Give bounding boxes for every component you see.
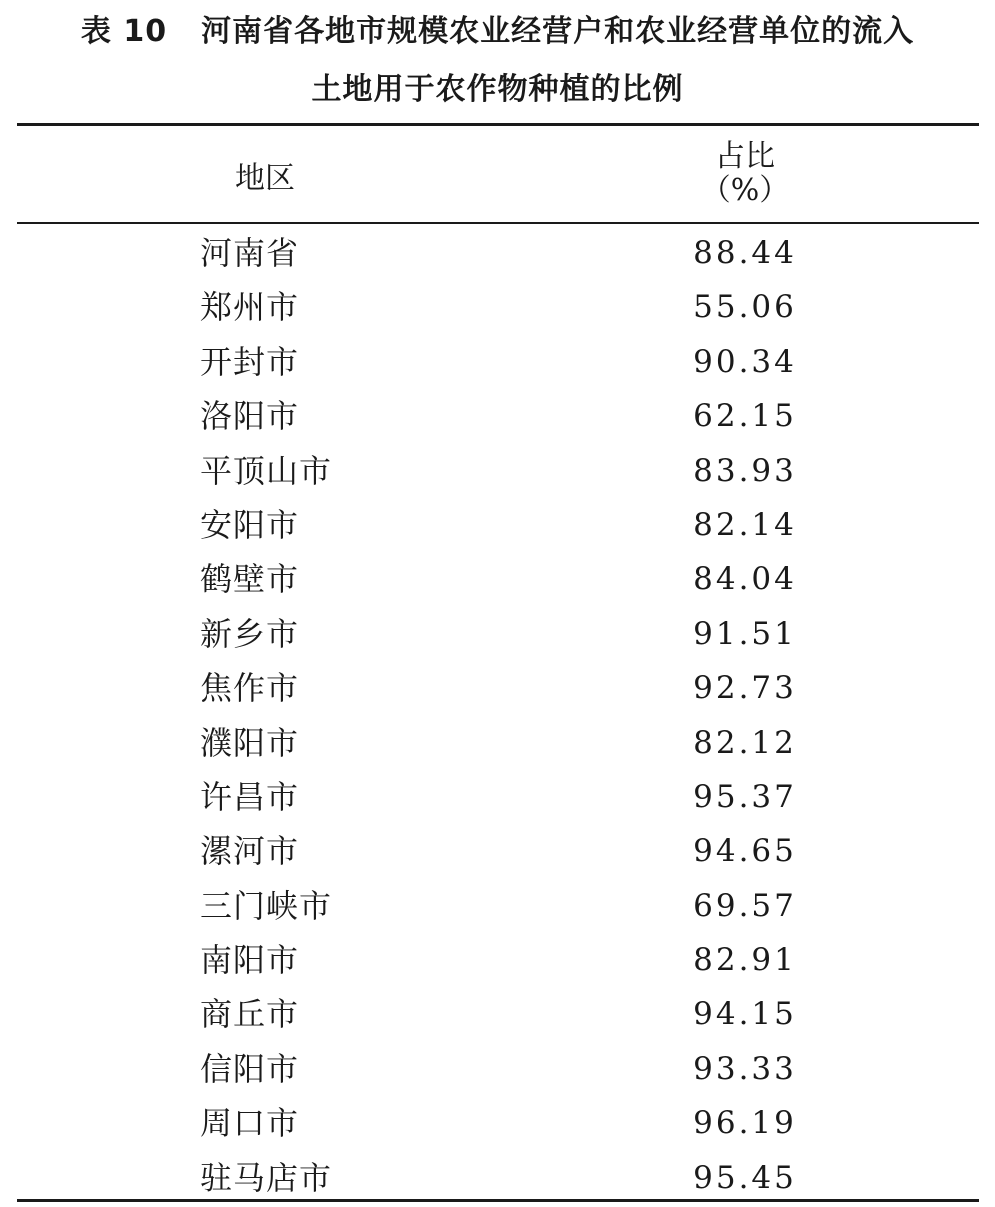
share-cell: 94.65 (693, 833, 797, 870)
share-cell: 69.57 (693, 887, 797, 924)
share-cell: 96.19 (693, 1105, 797, 1142)
table-row (0, 1041, 995, 1095)
header-rule (17, 222, 979, 224)
share-cell: 91.51 (693, 615, 797, 652)
share-cell: 84.04 (693, 561, 797, 598)
table-row (0, 334, 995, 388)
table-row (0, 443, 995, 497)
share-cell: 55.06 (693, 289, 797, 326)
share-cell: 88.44 (693, 235, 797, 271)
share-cell: 82.14 (693, 506, 797, 543)
table-row (0, 878, 995, 932)
column-header-share-label: 占比 (715, 139, 775, 174)
table-title-text: 河南省各地市规模农业经营户和农业经营单位的流入 (201, 14, 915, 49)
table-row (0, 497, 995, 551)
table-title-line-2: 土地用于农作物种植的比例 (311, 72, 684, 107)
region-cell: 南阳市 (200, 941, 300, 980)
table-row (0, 606, 995, 660)
share-cell: 94.15 (693, 996, 797, 1033)
share-cell: 93.33 (693, 1050, 797, 1087)
region-cell: 安阳市 (200, 505, 300, 544)
region-cell: 信阳市 (200, 1049, 300, 1088)
region-cell: 新乡市 (200, 614, 300, 653)
table-row (0, 932, 995, 986)
share-cell: 83.93 (693, 452, 797, 489)
region-cell: 郑州市 (200, 288, 300, 327)
top-rule (17, 123, 979, 126)
table-body (0, 225, 995, 1204)
table-row (0, 986, 995, 1040)
region-cell: 驻马店市 (200, 1158, 333, 1197)
table-row (0, 715, 995, 769)
region-cell: 濮阳市 (200, 723, 300, 762)
region-cell: 商丘市 (200, 995, 300, 1034)
column-header-share-unit: （%） (700, 173, 790, 208)
table-row (0, 225, 995, 279)
table-row (0, 769, 995, 823)
bottom-rule (17, 1199, 979, 1202)
table-row (0, 823, 995, 877)
share-cell: 92.73 (693, 670, 797, 707)
share-cell: 90.34 (693, 343, 797, 380)
region-cell: 鹤壁市 (200, 560, 300, 599)
share-cell: 95.37 (693, 778, 797, 815)
table-row (0, 551, 995, 605)
region-cell: 洛阳市 (200, 397, 300, 436)
table-title-line-1 (0, 14, 995, 50)
region-cell: 周口市 (200, 1104, 300, 1143)
region-cell: 许昌市 (200, 777, 300, 816)
region-cell: 河南省 (200, 234, 300, 272)
table-row (0, 1095, 995, 1149)
table-row (0, 388, 995, 442)
table-row (0, 660, 995, 714)
table-row (0, 279, 995, 333)
share-cell: 95.45 (693, 1159, 797, 1196)
share-cell: 82.91 (693, 942, 797, 979)
table-row (0, 1150, 995, 1204)
table-number: 表 10 (80, 14, 168, 49)
column-header-share (640, 140, 850, 208)
region-cell: 漯河市 (200, 832, 300, 871)
column-header-region: 地区 (235, 161, 295, 196)
share-cell: 82.12 (693, 724, 797, 761)
region-cell: 平顶山市 (200, 451, 333, 490)
region-cell: 开封市 (200, 342, 300, 381)
share-cell: 62.15 (693, 398, 797, 435)
region-cell: 三门峡市 (200, 886, 333, 925)
region-cell: 焦作市 (200, 669, 300, 708)
